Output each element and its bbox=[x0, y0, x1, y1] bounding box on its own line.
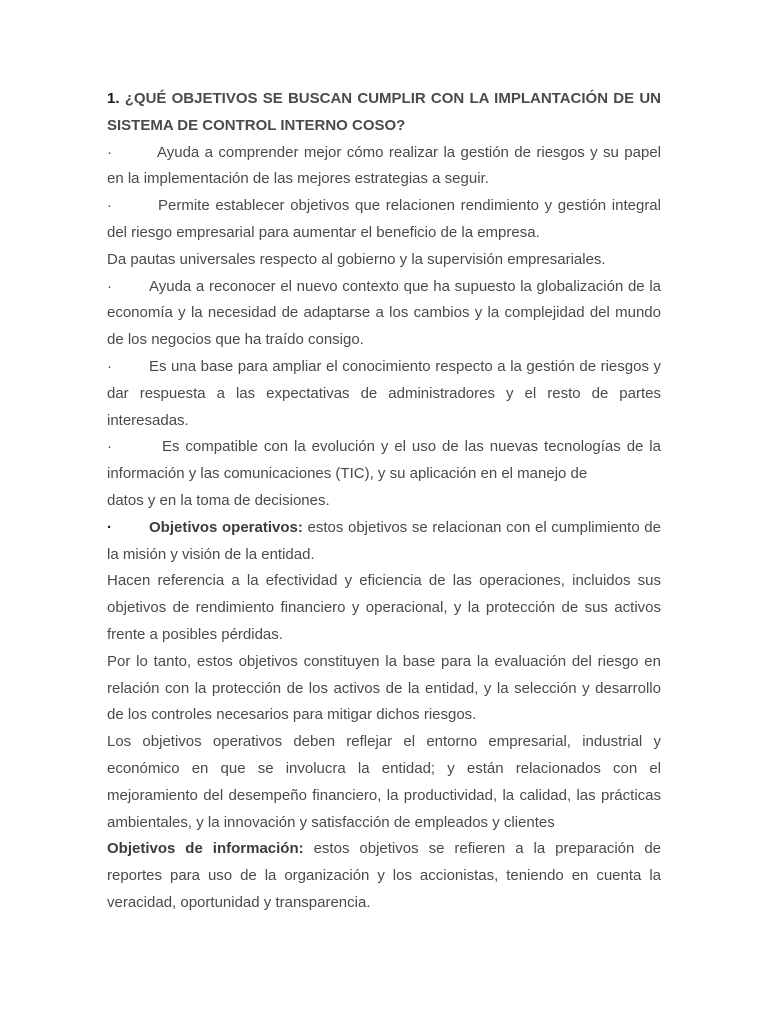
objectives-operational-label: Objetivos operativos: bbox=[149, 518, 303, 536]
bullet-item bbox=[107, 515, 661, 569]
document-body bbox=[107, 86, 661, 917]
bullet-text: Ayuda a reconocer el nuevo contexto que ha supuesto la globalización de la economía y la necesidad de adaptarse a los cambios y la complejidad del mundo de los negocios que ha traído consigo. bbox=[107, 277, 661, 349]
bullet-marker: · bbox=[107, 518, 112, 536]
question-title: ¿QUÉ OBJETIVOS SE BUSCAN CUMPLIR CON LA IMPLANTACIÓN DE UN SISTEMA DE CONTROL INTERNO COSO? bbox=[107, 90, 661, 134]
bullet-text: Ayuda a comprender mejor cómo realizar la gestión de riesgos y su papel en la implementación de las mejores estrategias a seguir. bbox=[107, 143, 661, 188]
paragraph bbox=[107, 836, 661, 916]
bullet-marker: · bbox=[107, 277, 112, 295]
bullet-item bbox=[107, 193, 661, 247]
bullet-text: Es compatible con la evolución y el uso de las nuevas tecnologías de la información y las comunicaciones (TIC), y su aplicación en el manejo de bbox=[107, 438, 661, 483]
bullet-text: estos objetivos se relacionan con el cumplimiento de la misión y visión de la entidad. bbox=[107, 518, 661, 563]
bullet-item bbox=[107, 140, 661, 194]
bullet-marker: · bbox=[107, 438, 112, 456]
paragraph-text: estos objetivos se refieren a la preparación de reportes para uso de la organización y los accionistas, teniendo en cuenta la veracidad, oportunidad y transparencia. bbox=[107, 840, 662, 911]
paragraph: Hacen referencia a la efectividad y eficiencia de las operaciones, incluidos sus objetivos de rendimiento financiero y operacional, y la protección de sus activos frente a posibles pérdidas. bbox=[107, 572, 661, 643]
bullet-marker: · bbox=[107, 357, 112, 375]
bullet-item bbox=[107, 274, 661, 354]
bullet-text-continuation: datos y en la toma de decisiones. bbox=[107, 491, 330, 509]
bullet-item bbox=[107, 434, 661, 514]
paragraph: Da pautas universales respecto al gobierno y la supervisión empresariales. bbox=[107, 250, 606, 268]
bullet-marker: · bbox=[107, 197, 112, 215]
question-heading bbox=[107, 86, 661, 140]
bullet-marker: · bbox=[107, 143, 112, 161]
bullet-line bbox=[107, 434, 661, 488]
bullet-item bbox=[107, 354, 661, 434]
objectives-information-label: Objetivos de información: bbox=[107, 840, 304, 858]
paragraph: Por lo tanto, estos objetivos constituyen la base para la evaluación del riesgo en relación con la protección de los activos de la entidad, y la selección y desarrollo de los controles necesarios para mitigar dichos riesgos. bbox=[107, 652, 661, 724]
bullet-text: Es una base para ampliar el conocimiento respecto a la gestión de riesgos y dar respuesta a las expectativas de administradores y el resto de partes interesadas. bbox=[107, 357, 661, 429]
paragraph: Los objetivos operativos deben reflejar el entorno empresarial, industrial y económico en que se involucra la entidad; y están relacionados con el mejoramiento del desempeño financiero, la productividad, la calidad, las prácticas ambientales, y la innovación y satisfacción de empleados y clientes bbox=[107, 733, 661, 831]
question-number: 1. bbox=[107, 90, 120, 107]
bullet-text: Permite establecer objetivos que relacionen rendimiento y gestión integral del riesgo empresarial para aumentar el beneficio de la empresa. bbox=[107, 197, 661, 241]
